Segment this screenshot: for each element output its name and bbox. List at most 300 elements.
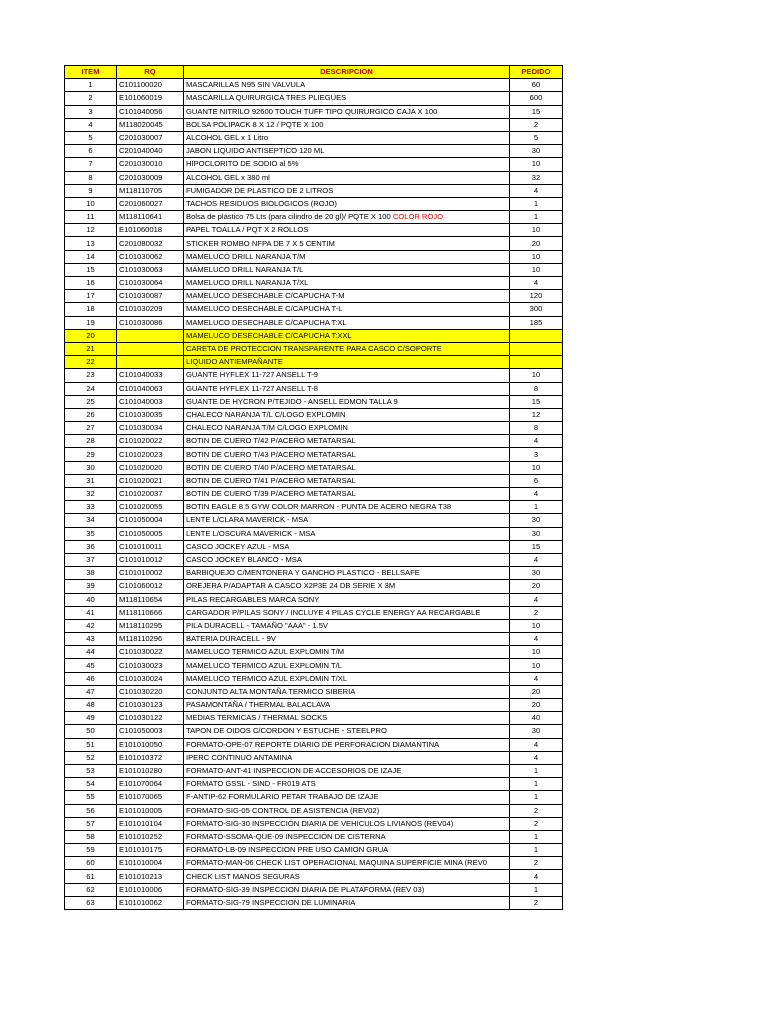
rq-cell: E101010252 [117,830,184,843]
description-cell: MAMELUCO DRILL NARANJA T/M [184,250,510,263]
pedido-cell: 1 [510,791,563,804]
pedido-cell: 12 [510,408,563,421]
table-row [65,633,563,646]
description-cell: CASCO JOCKEY AZUL - MSA [184,540,510,553]
table-row [65,435,563,448]
pedido-cell: 20 [510,237,563,250]
item-cell: 30 [65,461,117,474]
pedido-cell: 20 [510,699,563,712]
table-row [65,514,563,527]
description-cell: BATERIA DURACELL - 9V [184,633,510,646]
description-cell: FORMATO-SIG-30 INSPECCIÓN DIARIA DE VEHICULOS LIVIANOS (REV04) [184,817,510,830]
pedido-cell: 1 [510,883,563,896]
table-row [65,237,563,250]
rq-cell: C201080032 [117,237,184,250]
description-cell: PAPEL TOALLA / PQT X 2 ROLLOS [184,224,510,237]
description-cell: F-ANTIP-62 FORMULARIO PETAR TRABAJO DE IZAJE [184,791,510,804]
rq-cell: C101050004 [117,514,184,527]
pedido-cell: 60 [510,79,563,92]
table-row [65,751,563,764]
description-cell: FORMATO-SIG-05 CONTROL DE ASISTENCIA (REV02) [184,804,510,817]
item-cell: 46 [65,672,117,685]
table-row [65,408,563,421]
rq-cell: C101030086 [117,316,184,329]
description-red-text: COLOR ROJO [392,212,444,222]
item-cell: 27 [65,422,117,435]
table-row [65,356,563,369]
rq-cell: C101010002 [117,567,184,580]
rq-cell: M118110641 [117,211,184,224]
item-cell: 55 [65,791,117,804]
item-cell: 43 [65,633,117,646]
item-cell: 22 [65,356,117,369]
description-cell: BARBIQUEJO C/MENTONERA Y GANCHO PLASTICO - BELLSAFE [184,567,510,580]
rq-cell: C101050003 [117,725,184,738]
rq-cell: E101070064 [117,778,184,791]
pedido-cell [510,342,563,355]
pedido-cell: 4 [510,553,563,566]
description-cell: CONJUNTO ALTA MONTAÑA TERMICO SIBERIA [184,685,510,698]
table-row [65,158,563,171]
rq-cell [117,329,184,342]
pedido-cell: 20 [510,580,563,593]
table-row [65,501,563,514]
rq-cell: E101010213 [117,870,184,883]
description-cell: LENTE L/OSCURA MAVERICK - MSA [184,527,510,540]
table-row [65,725,563,738]
description-cell: GUANTE HYFLEX 11-727 ANSELL T-8 [184,382,510,395]
item-cell: 59 [65,844,117,857]
description-cell: BOTIN DE CUERO T/39 P/ACERO METATARSAL [184,488,510,501]
description-cell: FORMATO-ANT-41 INSPECCION DE ACCESORIOS DE IZAJE [184,764,510,777]
table-row [65,580,563,593]
description-cell: OREJERA P/ADAPTAR A CASCO X2P3E 24 DB SERIE X 3M [184,580,510,593]
header-row [65,66,563,79]
item-cell: 1 [65,79,117,92]
item-cell: 21 [65,342,117,355]
rq-cell: C101030034 [117,422,184,435]
rq-cell: E101010372 [117,751,184,764]
rq-cell: C101020020 [117,461,184,474]
item-cell: 19 [65,316,117,329]
header-descripcion: DESCRIPCION [184,66,510,79]
rq-cell: C101020037 [117,488,184,501]
item-cell: 39 [65,580,117,593]
table-row [65,145,563,158]
rq-cell: E101010006 [117,883,184,896]
pedido-cell [510,329,563,342]
item-cell: 8 [65,171,117,184]
table-row [65,263,563,276]
rq-cell: C101020022 [117,435,184,448]
item-cell: 40 [65,593,117,606]
rq-cell: C101030035 [117,408,184,421]
item-cell: 13 [65,237,117,250]
table-row [65,804,563,817]
item-cell: 28 [65,435,117,448]
description-cell: PILA DURACELL - TAMAÑO "AAA" - 1.5V [184,619,510,632]
table-row [65,79,563,92]
item-cell: 36 [65,540,117,553]
item-cell: 9 [65,184,117,197]
table-row [65,303,563,316]
rq-cell: C101020021 [117,474,184,487]
description-cell: PASAMONTAÑA / THERMAL BALACLAVA [184,699,510,712]
table-row [65,764,563,777]
table-row [65,395,563,408]
description-cell: BOTIN EAGLE 8 5 GYW COLOR MARRON - PUNTA DE ACERO NEGRA T38 [184,501,510,514]
pedido-cell: 4 [510,184,563,197]
rq-cell: C101030022 [117,646,184,659]
pedido-cell: 1 [510,830,563,843]
pedido-cell: 2 [510,817,563,830]
pedido-cell: 120 [510,290,563,303]
item-cell: 35 [65,527,117,540]
table-row [65,870,563,883]
pedido-cell: 4 [510,870,563,883]
pedido-cell: 32 [510,171,563,184]
table-row [65,197,563,210]
pedido-cell: 4 [510,277,563,290]
rq-cell: E101060018 [117,224,184,237]
table-row [65,712,563,725]
pedido-cell: 30 [510,514,563,527]
table-row [65,778,563,791]
item-cell: 54 [65,778,117,791]
rq-cell: C201030007 [117,131,184,144]
pedido-cell: 15 [510,395,563,408]
table-row [65,672,563,685]
rq-cell [117,356,184,369]
table-row [65,184,563,197]
description-cell: JABON LIQUIDO ANTISEPTICO 120 ML [184,145,510,158]
description-cell: HIPOCLORITO DE SODIO al 5% [184,158,510,171]
table-row [65,131,563,144]
item-cell: 41 [65,606,117,619]
item-cell: 3 [65,105,117,118]
rq-cell: E101010005 [117,804,184,817]
description-cell: MAMELUCO DRILL NARANJA T/XL [184,277,510,290]
description-cell: TAPON DE OIDOS C/CORDON Y ESTUCHE - STEELPRO [184,725,510,738]
rq-cell: C101030122 [117,712,184,725]
item-cell: 18 [65,303,117,316]
item-cell: 33 [65,501,117,514]
table-row [65,474,563,487]
pedido-cell: 30 [510,725,563,738]
rq-cell: C101040056 [117,105,184,118]
rq-cell: E101010175 [117,844,184,857]
table-row [65,567,563,580]
pedido-cell: 1 [510,211,563,224]
item-cell: 52 [65,751,117,764]
table-row [65,553,563,566]
description-cell: MAMELUCO TERMICO AZUL EXPLOMIN T/XL [184,672,510,685]
description-cell: FORMATO GSSL - SIND - FR019 ATS [184,778,510,791]
item-cell: 56 [65,804,117,817]
pedido-cell: 10 [510,659,563,672]
item-cell: 32 [65,488,117,501]
description-cell: MAMELUCO DESECHABLE C/CAPUCHA T:XL [184,316,510,329]
table-row [65,277,563,290]
description-text: Bolsa de plástico 75 Lts (para cilindro de 20 gl)/ PQTE X 100 [186,212,393,222]
pedido-cell: 2 [510,857,563,870]
pedido-cell: 6 [510,474,563,487]
table-row [65,883,563,896]
item-cell: 31 [65,474,117,487]
rq-cell: E101010104 [117,817,184,830]
description-cell: LIQUIDO ANTIEMPAÑANTE [184,356,510,369]
table-row [65,316,563,329]
table-row [65,342,563,355]
item-cell: 50 [65,725,117,738]
description-cell [184,211,510,224]
pedido-cell: 20 [510,685,563,698]
item-cell: 16 [65,277,117,290]
pedido-cell: 4 [510,593,563,606]
description-cell: FORMATO-OPE-07 REPORTE DIARIO DE PERFORACION DIAMANTINA [184,738,510,751]
pedido-cell: 10 [510,158,563,171]
item-cell: 17 [65,290,117,303]
description-cell: MAMELUCO DESECHABLE C/CAPUCHA T:XXL [184,329,510,342]
rq-cell: E101060019 [117,92,184,105]
pedido-cell: 600 [510,92,563,105]
rq-cell: C101040033 [117,369,184,382]
table-row [65,896,563,909]
description-cell: LENTE L/CLARA MAVERICK - MSA [184,514,510,527]
table-row [65,527,563,540]
item-cell: 63 [65,896,117,909]
rq-cell: C101040063 [117,382,184,395]
rq-cell: C101030023 [117,659,184,672]
pedido-cell: 1 [510,197,563,210]
item-cell: 11 [65,211,117,224]
item-cell: 10 [65,197,117,210]
pedido-cell: 10 [510,250,563,263]
table-row [65,422,563,435]
table-row [65,329,563,342]
pedido-cell: 15 [510,105,563,118]
description-cell: MAMELUCO DESECHABLE C/CAPUCHA T-M [184,290,510,303]
pedido-cell: 4 [510,738,563,751]
item-cell: 37 [65,553,117,566]
pedido-cell: 40 [510,712,563,725]
rq-cell: M118110295 [117,619,184,632]
item-cell: 6 [65,145,117,158]
item-cell: 14 [65,250,117,263]
table-row [65,738,563,751]
header-pedido: PEDIDO [510,66,563,79]
rq-cell: M118110666 [117,606,184,619]
item-cell: 24 [65,382,117,395]
rq-cell: C101010011 [117,540,184,553]
pedido-cell: 5 [510,131,563,144]
description-cell: ALCOHOL GEL x 1 Litro [184,131,510,144]
description-cell: FORMATO-MAN-06 CHECK LIST OPERACIONAL MAQUINA SUPERFICIE MINA (REV0 [184,857,510,870]
table-row [65,791,563,804]
item-cell: 25 [65,395,117,408]
description-cell: MAMELUCO DESECHABLE C/CAPUCHA T-L [184,303,510,316]
rq-cell: C101030209 [117,303,184,316]
table-row [65,540,563,553]
description-cell: CASCO JOCKEY BLANCO - MSA [184,553,510,566]
pedido-cell: 10 [510,369,563,382]
description-cell: CARGADOR P/PILAS SONY / INCLUYE 4 PILAS CYCLE ENERGY AA RECARGABLE [184,606,510,619]
rq-cell: M118110705 [117,184,184,197]
item-cell: 51 [65,738,117,751]
item-cell: 61 [65,870,117,883]
pedido-cell: 4 [510,488,563,501]
pedido-cell: 4 [510,435,563,448]
table-row [65,857,563,870]
table-body [65,79,563,910]
pedido-cell: 4 [510,672,563,685]
item-cell: 12 [65,224,117,237]
table-row [65,817,563,830]
header-item: ITEM [65,66,117,79]
description-cell: MASCARILLA QUIRURGICA TRES PLIEGUES [184,92,510,105]
table-row [65,659,563,672]
description-cell: CHALECO NARANJA T/M C/LOGO EXPLOMIN [184,422,510,435]
description-cell: FORMATO-SSOMA-QUE-09 INSPECCIÓN DE CISTERNA [184,830,510,843]
pedido-cell: 10 [510,619,563,632]
rq-cell: C101050005 [117,527,184,540]
pedido-cell: 4 [510,751,563,764]
table-row [65,685,563,698]
rq-cell: E101010280 [117,764,184,777]
description-cell: BOTIN DE CUERO T/40 P/ACERO METATARSAL [184,461,510,474]
table-row [65,844,563,857]
pedido-cell: 30 [510,567,563,580]
item-cell: 53 [65,764,117,777]
item-cell: 23 [65,369,117,382]
description-cell: ALCOHOL GEL x 380 ml [184,171,510,184]
rq-cell: C101030064 [117,277,184,290]
order-table [64,65,563,910]
pedido-cell: 10 [510,461,563,474]
item-cell: 20 [65,329,117,342]
table-row [65,211,563,224]
description-cell: CHALECO NARANJA T/L C/LOGO EXPLOMIN [184,408,510,421]
rq-cell: C101030063 [117,263,184,276]
rq-cell: C101100020 [117,79,184,92]
table-row [65,448,563,461]
description-cell: FUMIGADOR DE PLASTICO DE 2 LITROS [184,184,510,197]
table-row [65,118,563,131]
pedido-cell: 3 [510,448,563,461]
table-row [65,593,563,606]
pedido-cell: 2 [510,118,563,131]
rq-cell: C101030024 [117,672,184,685]
pedido-cell: 1 [510,764,563,777]
item-cell: 58 [65,830,117,843]
item-cell: 26 [65,408,117,421]
pedido-cell: 1 [510,844,563,857]
table-row [65,92,563,105]
pedido-cell: 300 [510,303,563,316]
table-row [65,606,563,619]
item-cell: 57 [65,817,117,830]
item-cell: 45 [65,659,117,672]
pedido-cell: 10 [510,646,563,659]
rq-cell: E101070065 [117,791,184,804]
pedido-cell: 10 [510,224,563,237]
pedido-cell: 8 [510,382,563,395]
rq-cell: M118110654 [117,593,184,606]
rq-cell: E101010004 [117,857,184,870]
pedido-cell: 2 [510,896,563,909]
description-cell: BOTIN DE CUERO T/43 P/ACERO METATARSAL [184,448,510,461]
description-cell: IPERC CONTINUO ANTAMINA [184,751,510,764]
description-cell: GUANTE DE HYCRON P/TEJIDO - ANSELL EDMON TALLA 9 [184,395,510,408]
pedido-cell: 185 [510,316,563,329]
rq-cell: C101020055 [117,501,184,514]
item-cell: 15 [65,263,117,276]
description-cell: MEDIAS TERMICAS / THERMAL SOCKS [184,712,510,725]
table-row [65,171,563,184]
rq-cell: E101010062 [117,896,184,909]
description-cell: CHECK LIST MANOS SEGURAS [184,870,510,883]
table-row [65,619,563,632]
item-cell: 47 [65,685,117,698]
pedido-cell [510,356,563,369]
rq-cell: C101030123 [117,699,184,712]
rq-cell: C201030010 [117,158,184,171]
item-cell: 60 [65,857,117,870]
rq-cell: C101060012 [117,580,184,593]
description-cell: FORMATO-SIG-79 INSPECCION DE LUMINARIA [184,896,510,909]
rq-cell: C101030087 [117,290,184,303]
description-cell: BOTIN DE CUERO T/42 P/ACERO METATARSAL [184,435,510,448]
item-cell: 44 [65,646,117,659]
table-row [65,105,563,118]
item-cell: 48 [65,699,117,712]
rq-cell: M118020045 [117,118,184,131]
description-cell: MAMELUCO TERMICO AZUL EXPLOMIN T/M [184,646,510,659]
description-cell: TACHOS RESIDUOS BIOLOGICOS (ROJO) [184,197,510,210]
description-cell: GUANTE NITRILO 92600 TOUCH TUFF TIPO QUIRURGICO CAJA X 100 [184,105,510,118]
description-cell: FORMATO-LB-09 INSPECCION PRE USO CAMION GRUA [184,844,510,857]
rq-cell: M118110296 [117,633,184,646]
item-cell: 62 [65,883,117,896]
pedido-cell: 15 [510,540,563,553]
description-cell: MASCARILLAS N95 SIN VALVULA [184,79,510,92]
item-cell: 2 [65,92,117,105]
rq-cell: C101030062 [117,250,184,263]
pedido-cell: 2 [510,606,563,619]
description-cell: PILAS RECARGABLES MARCA SONY [184,593,510,606]
table-row [65,290,563,303]
pedido-cell: 30 [510,145,563,158]
pedido-cell: 30 [510,527,563,540]
table-row [65,369,563,382]
pedido-cell: 10 [510,263,563,276]
table-row [65,250,563,263]
description-cell: BOLSA POLIPACK 8 X 12 / PQTE X 100 [184,118,510,131]
rq-cell: C101040003 [117,395,184,408]
pedido-cell: 4 [510,633,563,646]
description-cell: FORMATO-SIG-39 INSPECCION DIARIA DE PLATAFORMA (REV 03) [184,883,510,896]
table-row [65,382,563,395]
pedido-cell: 1 [510,778,563,791]
table-row [65,224,563,237]
rq-cell: C101030220 [117,685,184,698]
header-rq: RQ [117,66,184,79]
item-cell: 29 [65,448,117,461]
rq-cell [117,342,184,355]
item-cell: 34 [65,514,117,527]
item-cell: 42 [65,619,117,632]
description-cell: MAMELUCO TERMICO AZUL EXPLOMIN T/L [184,659,510,672]
